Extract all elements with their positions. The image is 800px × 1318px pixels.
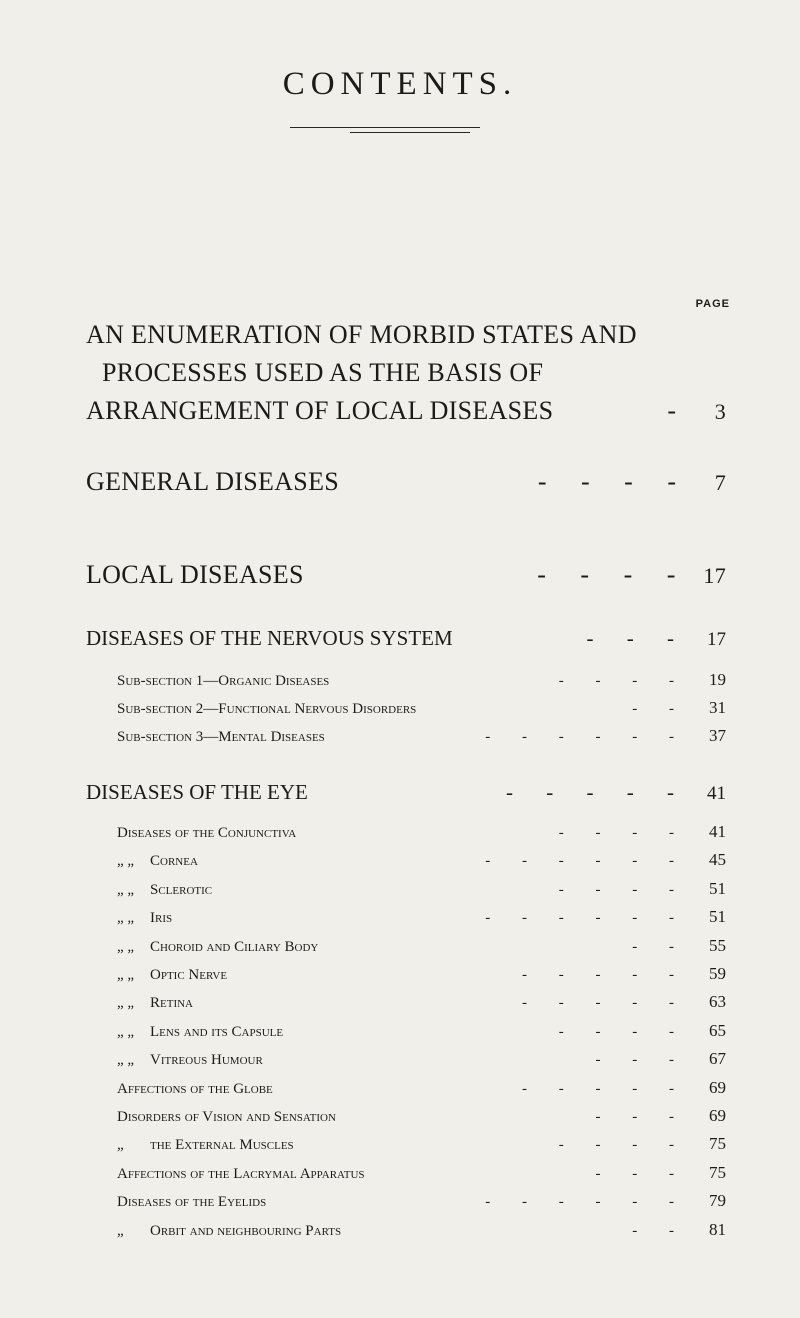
entry-text: ARRANGEMENT OF LOCAL DISEASES — [86, 396, 554, 425]
entry-page-number: 17 — [703, 563, 726, 588]
page-column-label: PAGE — [695, 298, 730, 310]
sub-entry[interactable] — [117, 992, 726, 1012]
leader-dashes: - - - — [595, 1052, 688, 1069]
entry-page-number: 37 — [709, 726, 726, 745]
entry-text: Optic Nerve — [150, 967, 228, 983]
entry-text: Sub-section 1—Organic Diseases — [117, 673, 330, 689]
sub-entry[interactable] — [117, 1134, 726, 1154]
leader-dashes: - - — [632, 1222, 688, 1239]
sub-entry[interactable] — [117, 1049, 726, 1069]
sub-entry[interactable] — [117, 698, 726, 718]
contents-entry-line — [86, 320, 726, 350]
ditto-marks: „ „ — [117, 995, 135, 1012]
entry-text: Choroid and Ciliary Body — [150, 938, 319, 955]
leader-dashes: - - - - — [537, 560, 690, 589]
entry-page-number: 51 — [709, 907, 726, 927]
entry-page-number: 69 — [709, 1077, 726, 1097]
entry-text: Affections of the Globe — [117, 1080, 273, 1097]
leader-dashes: - — [667, 396, 690, 425]
leader-dashes: - - - - - — [522, 1080, 688, 1097]
entry-text: Vitreous Humour — [150, 1052, 263, 1069]
leader-dashes: - - — [632, 938, 688, 955]
sub-entry[interactable] — [117, 822, 726, 842]
section-heading-eye[interactable] — [86, 780, 726, 805]
leader-dashes: - - - — [595, 1165, 688, 1182]
contents-entry-line — [102, 358, 726, 388]
sub-entry[interactable] — [117, 936, 726, 956]
ditto-marks: „ „ — [117, 881, 135, 898]
ditto-marks: „ — [117, 1137, 124, 1154]
leader-dashes: - - - - — [537, 467, 690, 496]
leader-dashes: - - - - - - — [485, 910, 688, 927]
sub-entry[interactable] — [117, 964, 726, 984]
entry-page-number: 51 — [709, 878, 726, 898]
entry-text: Orbit and neighbouring Parts — [150, 1222, 342, 1239]
sub-entry[interactable] — [117, 1220, 726, 1240]
entry-page-number: 59 — [709, 964, 726, 983]
entry-page-number: 17 — [707, 629, 726, 650]
entry-text: Sclerotic — [150, 881, 213, 898]
entry-page-number: 41 — [707, 783, 726, 804]
entry-text: DISEASES OF THE EYE — [86, 780, 308, 804]
entry-text: LOCAL DISEASES — [86, 560, 304, 589]
sub-entry[interactable] — [117, 1078, 726, 1098]
entry-page-number: 55 — [709, 935, 726, 955]
entry-text: DISEASES OF THE NERVOUS SYSTEM — [86, 626, 453, 650]
entry-page-number: 31 — [709, 698, 726, 717]
entry-text: GENERAL DISEASES — [86, 467, 340, 496]
leader-dashes: - - - - - - — [485, 1194, 688, 1211]
leader-dashes: - - - - - — [522, 995, 688, 1012]
ditto-marks: „ „ — [117, 1023, 135, 1040]
leader-dashes: - - - - - — [522, 967, 688, 983]
contents-entry-line[interactable] — [86, 396, 726, 426]
entry-page-number: 67 — [709, 1049, 726, 1069]
entry-page-number: 45 — [709, 850, 726, 870]
ditto-marks: „ — [117, 1222, 124, 1239]
sub-entry[interactable] — [117, 726, 726, 746]
leader-dashes: - - - - - - — [485, 853, 688, 870]
entry-page-number: 63 — [709, 992, 726, 1012]
leader-dashes: - - - — [586, 626, 688, 650]
section-heading-nervous[interactable] — [86, 626, 726, 651]
entry-page-number: 81 — [709, 1219, 726, 1239]
sub-entry[interactable] — [117, 879, 726, 899]
entry-text: PROCESSES USED AS THE BASIS OF — [102, 358, 544, 387]
ditto-marks: „ „ — [117, 967, 135, 983]
entry-text: Diseases of the Conjunctiva — [117, 825, 297, 841]
title-rule — [290, 127, 480, 128]
sub-entry[interactable] — [117, 1191, 726, 1211]
entry-text: Cornea — [150, 853, 198, 870]
sub-entry[interactable] — [117, 907, 726, 927]
entry-text: AN ENUMERATION OF MORBID STATES AND — [86, 320, 637, 349]
entry-text: Sub-section 3—Mental Diseases — [117, 729, 325, 745]
leader-dashes: - - - - - - — [485, 729, 688, 745]
ditto-marks: „ „ — [117, 910, 135, 927]
entry-page-number: 19 — [709, 670, 726, 689]
leader-dashes: - - - - — [558, 825, 688, 841]
sub-entry[interactable] — [117, 1106, 726, 1126]
entry-page-number: 65 — [709, 1020, 726, 1040]
leader-dashes: - - - - — [558, 673, 688, 689]
entry-text: Diseases of the Eyelids — [117, 1194, 267, 1211]
ditto-marks: „ „ — [117, 853, 135, 870]
entry-text: the External Muscles — [150, 1137, 294, 1154]
sub-entry[interactable] — [117, 1163, 726, 1183]
leader-dashes: - - - - — [558, 881, 688, 898]
entry-page-number: 69 — [709, 1106, 726, 1125]
leader-dashes: - - - - — [558, 1137, 688, 1154]
leader-dashes: - - — [632, 701, 688, 717]
sub-entry[interactable] — [117, 850, 726, 870]
contents-entry[interactable] — [86, 560, 726, 590]
entry-page-number: 75 — [709, 1134, 726, 1154]
leader-dashes: - - - — [595, 1109, 688, 1125]
entry-page-number: 3 — [714, 399, 726, 424]
sub-entry[interactable] — [117, 1021, 726, 1041]
page-title: CONTENTS. — [282, 66, 518, 102]
entry-page-number: 79 — [709, 1191, 726, 1211]
contents-entry[interactable] — [86, 467, 726, 497]
entry-page-number: 41 — [709, 822, 726, 841]
leader-dashes: - - - - - — [506, 780, 688, 804]
entry-page-number: 7 — [714, 470, 726, 495]
ditto-marks: „ „ — [117, 938, 135, 955]
entry-text: Affections of the Lacrymal Apparatus — [117, 1165, 365, 1182]
ditto-marks: „ „ — [117, 1052, 135, 1069]
title-rule-lower — [350, 132, 470, 133]
leader-dashes: - - - - — [558, 1023, 688, 1040]
sub-entry[interactable] — [117, 670, 726, 690]
entry-page-number: 75 — [709, 1162, 726, 1182]
entry-text: Disorders of Vision and Sensation — [117, 1109, 336, 1125]
entry-text: Sub-section 2—Functional Nervous Disorders — [117, 701, 417, 717]
entry-text: Iris — [150, 910, 173, 927]
entry-text: Retina — [150, 995, 193, 1012]
entry-text: Lens and its Capsule — [150, 1023, 284, 1040]
